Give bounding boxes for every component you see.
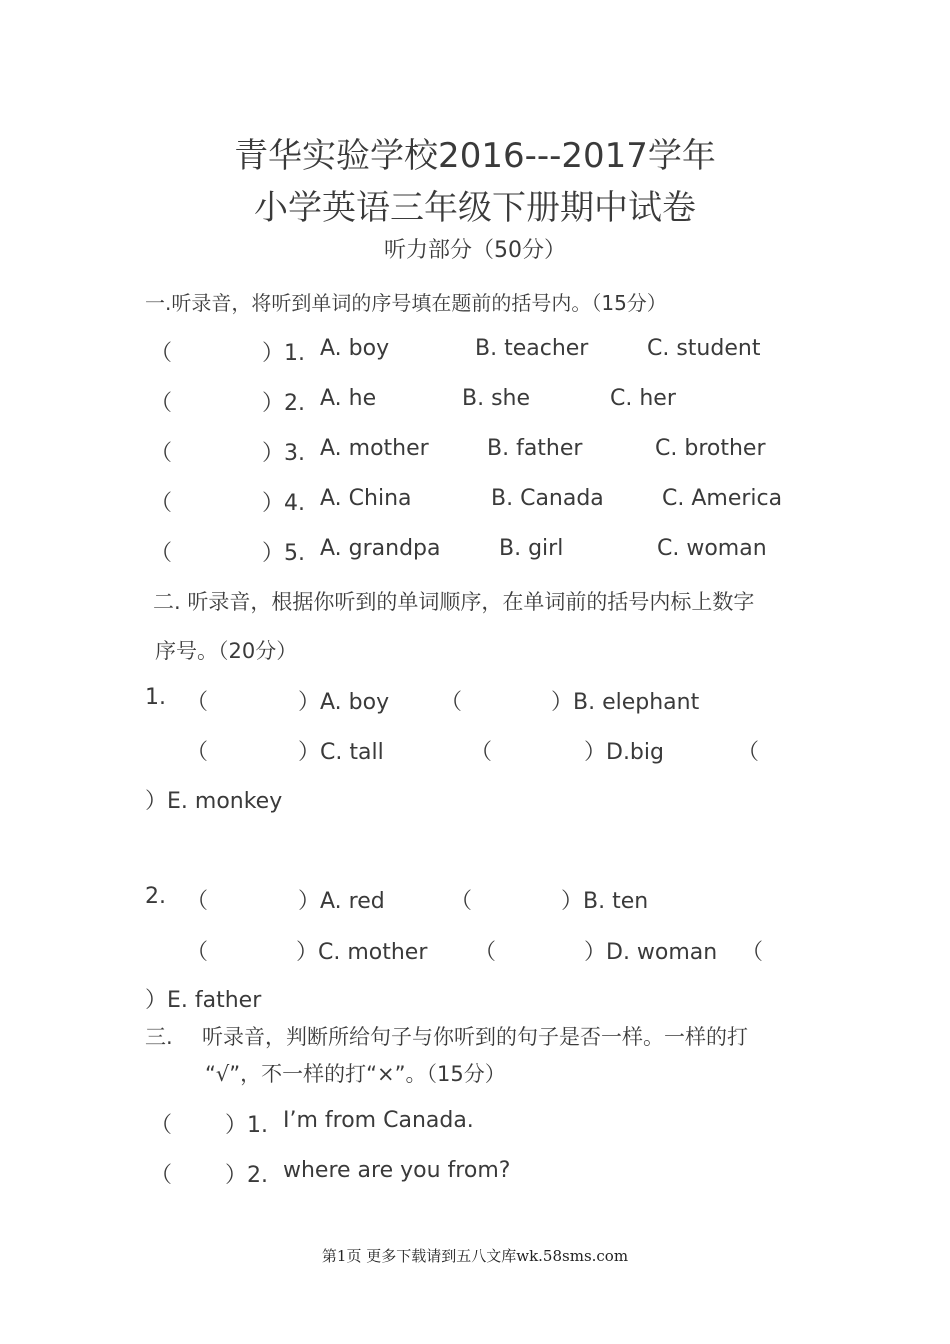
item-number: ）5. [262,541,305,566]
sentence-text: I’m from Canada. [283,1108,474,1133]
answer-paren-open[interactable]: （ [186,889,209,914]
item-number: ）2. [225,1163,268,1188]
option-c: C. her [610,386,676,411]
option-a: A. mother [320,436,429,461]
section3-heading-line2: “√”，不一样的打“×”。（15分） [205,1062,506,1086]
answer-paren-open[interactable]: （ [470,740,493,765]
option-c: C. brother [655,436,766,461]
option-c: C. student [647,336,761,361]
item-number: ）4. [262,491,305,516]
section1-heading: 一.听录音，将听到单词的序号填在题前的括号内。（15分） [145,291,667,315]
option-d: ）D.big [584,740,664,765]
option-a: A. China [320,486,412,511]
answer-paren-open[interactable]: （ [150,541,173,566]
answer-paren-open[interactable]: （ [150,391,173,416]
option-e: ）E. monkey [145,789,283,814]
option-a: ）A. red [298,889,385,914]
option-a: ）A. boy [298,690,390,715]
group-number: 1. [145,685,166,710]
option-d: ）D. woman [584,940,718,965]
item-number: ）3. [262,441,305,466]
answer-paren-open[interactable]: （ [150,1163,173,1188]
answer-paren-open[interactable]: （ [474,940,497,965]
answer-paren-open[interactable]: （ [186,740,209,765]
answer-paren-open[interactable]: （ [150,341,173,366]
option-c: C. woman [657,536,767,561]
exam-title-line1: 青华实验学校2016---2017学年 [234,136,716,176]
option-b: ）B. elephant [551,690,700,715]
section2-heading-line2: 序号。（20分） [155,639,298,663]
option-b: B. teacher [475,336,589,361]
answer-paren-open[interactable]: （ [150,1113,173,1138]
section2-heading-line1: 二. 听录音，根据你听到的单词顺序，在单词前的括号内标上数字 [153,590,755,614]
option-c: ）C. tall [298,740,384,765]
answer-paren-open[interactable]: （ [450,889,473,914]
section3-heading-line1: 听录音，判断所给句子与你听到的句子是否一样。一样的打 [202,1025,748,1049]
option-b: B. Canada [491,486,604,511]
group-number: 2. [145,884,166,909]
answer-paren-open[interactable]: （ [150,491,173,516]
option-e: ）E. father [145,988,262,1013]
option-c: ）C. mother [296,940,428,965]
option-a: A. boy [320,336,390,361]
answer-paren-open[interactable]: （ [186,690,209,715]
option-c: C. America [662,486,783,511]
option-b: B. she [462,386,531,411]
answer-paren-open[interactable]: （ [150,441,173,466]
option-b: B. girl [499,536,564,561]
section3-label: 三. [145,1025,173,1049]
sentence-text: where are you from? [283,1158,511,1183]
option-b: B. father [487,436,583,461]
item-number: ）1. [262,341,305,366]
listening-subtitle: 听力部分（50分） [384,238,566,263]
answer-paren-open[interactable]: （ [741,940,764,965]
page-footer: 第1页 更多下载请到五八文库wk.58sms.com [321,1247,629,1265]
option-a: A. grandpa [320,536,441,561]
answer-paren-open[interactable]: （ [186,940,209,965]
answer-paren-open[interactable]: （ [440,690,463,715]
answer-paren-open[interactable]: （ [737,740,760,765]
exam-title-line2: 小学英语三年级下册期中试卷 [254,188,696,228]
option-a: A. he [320,386,377,411]
item-number: ）2. [262,391,305,416]
option-b: ）B. ten [561,889,649,914]
item-number: ）1. [225,1113,268,1138]
